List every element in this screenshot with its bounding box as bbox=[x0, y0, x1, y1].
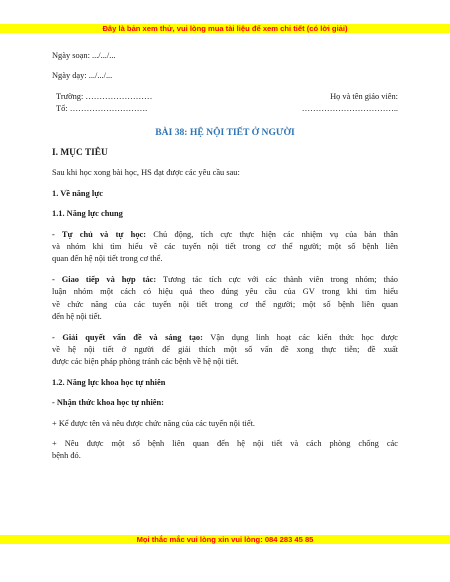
preview-banner-text: Đây là bản xem thử, vui lòng mua tài liệu để xem chi tiết (có lời giải) bbox=[102, 24, 348, 33]
giai-quyet-line-3: được các biện pháp phòng tránh các bệnh về hệ nội tiết. bbox=[52, 357, 239, 367]
section-ve-nang-luc: 1. Về năng lực bbox=[52, 188, 103, 198]
giao-tiep-line-2: luận nhóm một cách có hiệu quả theo đúng yêu cầu của GV trong khi tìm hiểu bbox=[52, 287, 398, 297]
lesson-title: BÀI 38: HỆ NỘI TIẾT Ở NGƯỜI bbox=[155, 126, 295, 138]
paragraph-giai-quyet bbox=[52, 332, 398, 369]
truong-field: Trường: …………………… bbox=[56, 91, 153, 101]
giai-quyet-line-1: Vận dụng linh hoạt các kiến thức học được bbox=[202, 332, 398, 342]
ngay-day: Ngày dạy: .../.../... bbox=[52, 71, 113, 81]
to-row bbox=[52, 103, 398, 115]
bullet-benh-line-1: + Nêu được một số bệnh liên quan đến hệ nội tiết và cách phòng chống các bbox=[52, 438, 398, 448]
giao-tiep-line-3: về chức năng của các tuyến nội tiết trong cơ thể người; một số bệnh liên quan bbox=[52, 299, 398, 309]
giao-vien-dots: …………………………….. bbox=[301, 104, 398, 114]
tu-chu-label: - Tự chủ và tự học: bbox=[52, 229, 147, 239]
giai-quyet-label: - Giải quyết vấn đề và sáng tạo: bbox=[52, 332, 203, 342]
section-nang-luc-khtn: 1.2. Năng lực khoa học tự nhiên bbox=[52, 377, 166, 387]
contact-banner bbox=[0, 535, 450, 544]
tu-chu-line-1: Chủ động, tích cực thực hiện các nhiệm vụ của bản thân bbox=[146, 229, 398, 239]
document-content bbox=[52, 50, 398, 463]
paragraph-tu-chu bbox=[52, 229, 398, 266]
section-muc-tieu: I. MỤC TIÊU bbox=[52, 148, 108, 159]
section-nang-luc-chung: 1.1. Năng lực chung bbox=[52, 209, 123, 219]
preview-banner bbox=[0, 24, 450, 33]
to-field: Tổ: ………………………. bbox=[56, 104, 148, 114]
ngay-soan: Ngày soạn: .../.../... bbox=[52, 51, 116, 60]
paragraph-giao-tiep bbox=[52, 274, 398, 324]
contact-banner-text: Mọi thắc mắc vui lòng xin vui lòng: 084 283 45 85 bbox=[136, 535, 314, 544]
nhan-thuc-label: - Nhận thức khoa học tự nhiên: bbox=[52, 398, 164, 408]
school-row bbox=[52, 91, 398, 103]
giao-tiep-line-1: Tương tác tích cực với các thành viên trong nhóm; thảo bbox=[156, 274, 398, 284]
bullet-ke-ten: + Kể được tên và nêu được chức năng của các tuyến nội tiết. bbox=[52, 418, 255, 428]
giao-vien-field: Họ và tên giáo viên: bbox=[330, 91, 398, 101]
giao-tiep-label: - Giao tiếp và hợp tác: bbox=[52, 274, 157, 284]
intro-text: Sau khi học xong bài học, HS đạt được các yêu cầu sau: bbox=[52, 168, 240, 178]
bullet-benh-line-2: bệnh đó. bbox=[52, 451, 81, 461]
giai-quyet-line-2: về hệ nội tiết ở người để giải thích một số vấn đề xong thực tiễn; đề xuất bbox=[52, 344, 398, 354]
giao-tiep-line-4: đến hệ nội tiết. bbox=[52, 312, 102, 322]
tu-chu-line-2: và nhóm khi tìm hiểu về các tuyến nội tiết trong cơ thể người; một số bệnh liên bbox=[52, 242, 398, 252]
paragraph-bullet-benh bbox=[52, 438, 398, 463]
tu-chu-line-3: quan đến hệ nội tiết trong cơ thể. bbox=[52, 254, 163, 264]
